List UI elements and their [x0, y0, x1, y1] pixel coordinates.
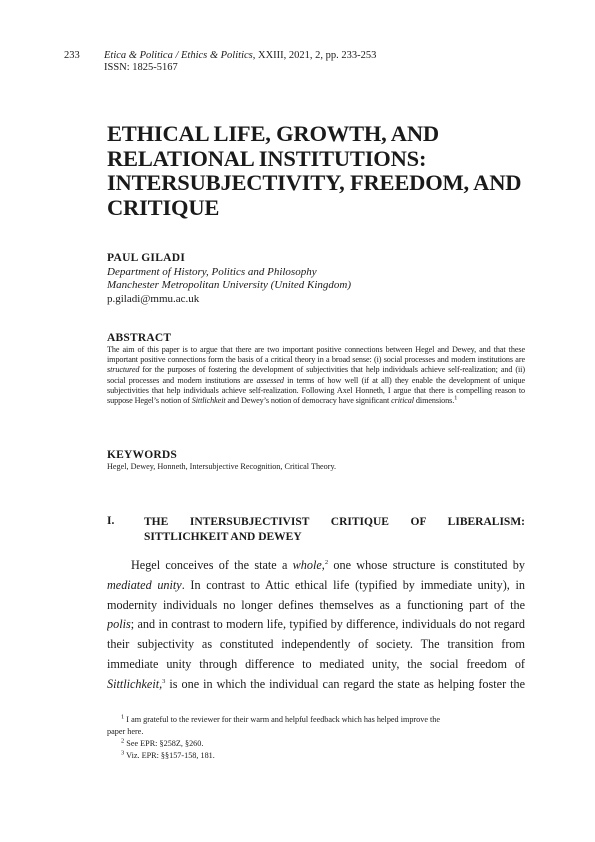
- body-line: Hegel conceives of the state a whole,$^2$ one whose structure is constituted by: [131, 558, 525, 572]
- section-title: [144, 515, 525, 544]
- footnote-ref[interactable]: 1: [454, 394, 458, 402]
- page-number: 233: [64, 50, 80, 61]
- body-line: modernity individuals no longer defines themselves as a functioning part of the: [107, 597, 525, 612]
- section-number: I.: [107, 515, 115, 527]
- title-line: ETHICAL LIFE, GROWTH, AND: [107, 121, 439, 146]
- author-email[interactable]: p.giladi@mmu.ac.uk: [107, 292, 200, 305]
- title-line: CRITIQUE: [107, 194, 220, 220]
- footnote-mark: 1: [121, 713, 125, 721]
- abstract-part: in terms of how well (if at all) they enable the development of unique subjectivities that help individuals achieve self-realization. Following Axel Honneth, I argue that there is compelling reason to suppose Hegel’s notion of: [107, 375, 525, 406]
- body-line: mediated unity. In contrast to Attic ethical life (typified by immediate unity), in: [107, 577, 525, 592]
- footnote-ref[interactable]: 2: [324, 558, 329, 566]
- abstract-text: [107, 345, 525, 406]
- journal-name: Etica & Politica / Ethics & Politics: [104, 50, 253, 61]
- author-department: Department of History, Politics and Philosophy: [107, 265, 317, 278]
- footnote: $^3$ Viz. EPR: §§157-158, 181.: [121, 749, 215, 760]
- abstract-emphasis: structured: [107, 365, 140, 375]
- section-title-line: SITTLICHKEIT AND DEWEY: [144, 530, 302, 543]
- abstract-part: dimensions.: [413, 396, 455, 406]
- issn: ISSN: 1825-5167: [104, 62, 178, 73]
- abstract-emphasis: assessed: [256, 375, 284, 385]
- running-header: [64, 50, 376, 74]
- title-line: INTERSUBJECTIVITY, FREEDOM, AND: [107, 170, 522, 195]
- title-line: RELATIONAL INSTITUTIONS:: [107, 145, 427, 171]
- body-paragraph: [107, 556, 525, 695]
- body-line: their subjectivity as constituted independently of society. The transition from: [107, 637, 525, 652]
- body-line: polis; and in contrast to modern life, typified by difference, individuals do not regard: [107, 617, 525, 632]
- footnote-continuation: paper here.: [107, 727, 144, 736]
- author-block: [107, 252, 351, 306]
- abstract-part: and Dewey’s notion of democracy have significant: [225, 396, 392, 406]
- abstract-emphasis: critical: [391, 396, 414, 406]
- footnote-mark: 3: [121, 749, 125, 757]
- keywords-heading: KEYWORDS: [107, 449, 177, 461]
- body-line: immediate unity through difference to mediated unity, the social freedom of: [107, 656, 525, 671]
- abstract-part: for the purposes of fostering the development of subjectivities that help individuals achieve self-realization; and (ii) social processes and modern institutions are: [107, 365, 525, 385]
- footnote-mark: 2: [121, 737, 125, 745]
- abstract-part: The aim of this paper is to argue that there are two important positive connections between Hegel and Dewey, and that these important positive connections form the basis of a critical theory in a broad sense: (i) social processes and modern institutions are: [107, 345, 525, 365]
- footnotes: [107, 714, 525, 762]
- footnote: $^2$ See EPR: §258Z, §260.: [121, 737, 204, 748]
- volume-info: , XXIII, 2021, 2, pp. 233-253: [252, 50, 377, 61]
- author-university: Manchester Metropolitan University (United Kingdom): [107, 279, 351, 291]
- body-line: Sittlichkeit,$^3$ is one in which the individual can regard the state as helping foster the: [107, 676, 525, 691]
- footnote-ref[interactable]: 3: [162, 677, 166, 685]
- abstract-emphasis: Sittlichkeit: [191, 396, 226, 406]
- abstract-heading: ABSTRACT: [107, 332, 172, 344]
- keywords-text: Hegel, Dewey, Honneth, Intersubjective Recognition, Critical Theory.: [107, 462, 337, 471]
- author-name: PAUL GILADI: [107, 252, 186, 264]
- footnote: $^1$ I am grateful to the reviewer for their warm and helpful feedback which has helped improve the: [121, 713, 441, 724]
- section-title-line: THE INTERSUBJECTIVIST CRITIQUE OF LIBERALISM:: [144, 516, 525, 528]
- paper-title: [107, 122, 547, 220]
